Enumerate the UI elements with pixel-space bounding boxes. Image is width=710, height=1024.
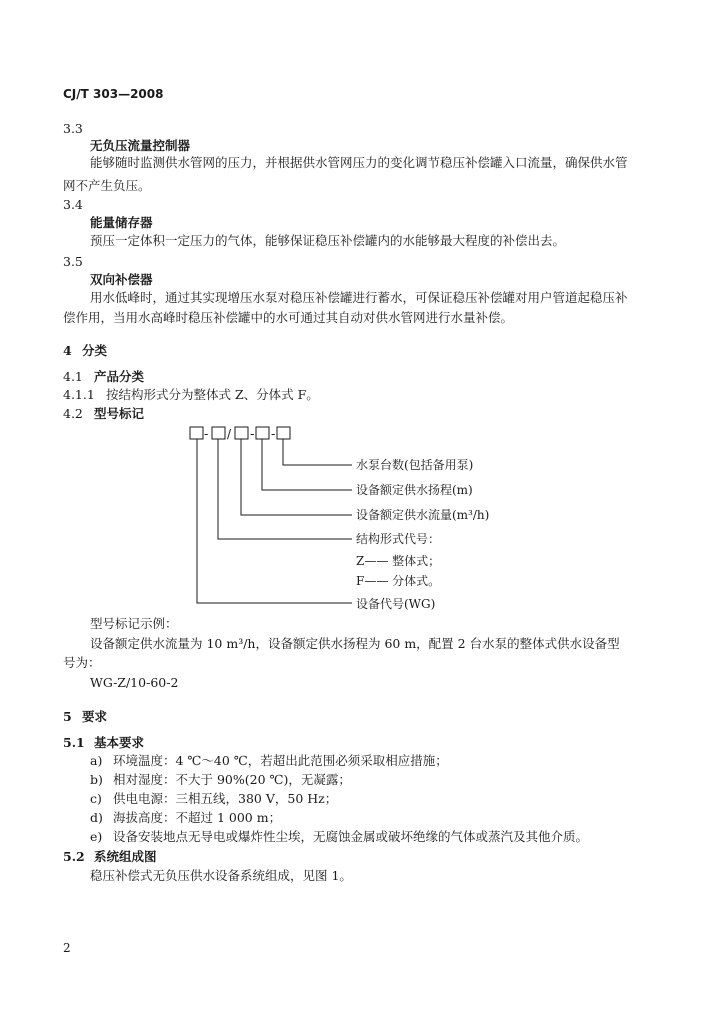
- example-heading: 型号标记示例：: [90, 616, 178, 631]
- example-code: WG-Z/10-60-2: [90, 675, 179, 690]
- label-pump-count: 水泵台数(包括备用泵): [356, 458, 474, 472]
- term-title: 无负压流量控制器: [90, 138, 191, 153]
- section-number: 4: [63, 343, 72, 358]
- list-item: 海拔高度：不超过 1 000 m；: [113, 810, 282, 825]
- term-body: 偿作用，当用水高峰时稳压补偿罐中的水可通过其自动对供水管网进行水量补偿。: [63, 310, 514, 325]
- term-title: 能量储存器: [90, 215, 153, 230]
- label-struct-f: F—— 分体式。: [356, 574, 441, 588]
- section-number: 3.4: [63, 197, 83, 212]
- list-marker: b): [90, 772, 103, 787]
- section-title: 基本要求: [94, 735, 145, 750]
- section-number: 5.2: [63, 849, 85, 864]
- leader-pump-count: [283, 439, 352, 465]
- section-number: 4.1: [63, 369, 83, 384]
- clause-text: 稳压补偿式无负压供水设备系统组成，见图 1。: [90, 868, 352, 883]
- term-title: 双向补偿器: [90, 272, 153, 287]
- section-title: 要求: [82, 709, 108, 724]
- separator: -: [250, 427, 255, 441]
- page-number: 2: [63, 941, 71, 955]
- head-box: [256, 427, 269, 439]
- label-rated-head: 设备额定供水扬程(m): [356, 483, 473, 497]
- list-item: 环境温度：4 ℃～40 ℃，若超出此范围必须采取相应措施；: [113, 753, 448, 768]
- section-title: 型号标记: [94, 406, 145, 421]
- leader-struct-code: [218, 439, 352, 539]
- struct-code-box: [212, 427, 225, 439]
- pump-count-box: [277, 427, 290, 439]
- clause-text: 按结构形式分为整体式 Z、分体式 F。: [106, 387, 319, 402]
- list-marker: e): [90, 829, 103, 844]
- section-number: 5: [63, 709, 72, 724]
- label-device-code: 设备代号(WG): [356, 597, 436, 611]
- flow-box: [235, 427, 248, 439]
- list-item: 供电电源：三相五线，380 V，50 Hz；: [113, 791, 338, 806]
- leader-device-code: [197, 439, 352, 603]
- leader-rated-flow: [241, 439, 352, 515]
- device-code-box: [190, 427, 203, 439]
- section-number: 5.1: [63, 735, 85, 750]
- section-number: 4.1.1: [63, 387, 95, 402]
- list-marker: d): [90, 810, 103, 825]
- separator: -: [271, 427, 276, 441]
- example-body: 设备额定供水流量为 10 m³/h，设备额定供水扬程为 60 m，配置 2 台水泵的整体式供水设备型: [90, 636, 620, 651]
- section-title: 系统组成图: [94, 849, 157, 864]
- label-struct-z: Z—— 整体式；: [356, 554, 441, 568]
- section-number: 4.2: [63, 406, 83, 421]
- list-marker: a): [90, 753, 103, 768]
- example-body: 号为：: [63, 655, 101, 670]
- separator: -: [204, 427, 209, 441]
- section-title: 分类: [82, 343, 108, 358]
- term-body: 网不产生负压。: [63, 178, 151, 193]
- section-number: 3.3: [63, 121, 83, 136]
- list-marker: c): [90, 791, 102, 806]
- label-struct-code: 结构形式代号：: [356, 532, 441, 546]
- section-title: 产品分类: [94, 369, 145, 384]
- section-number: 3.5: [63, 254, 83, 269]
- list-item: 相对湿度：不大于 90%(20 ℃)，无凝露；: [113, 772, 351, 787]
- label-rated-flow: 设备额定供水流量(m³/h): [356, 508, 490, 522]
- list-item: 设备安装地点无导电或爆炸性尘埃，无腐蚀金属或破坏绝缘的气体或蒸汽及其他介质。: [113, 829, 589, 844]
- separator: /: [227, 427, 232, 441]
- term-body: 用水低峰时，通过其实现增压水泵对稳压补偿罐进行蓄水，可保证稳压补偿罐对用户管道起稳压补: [90, 290, 628, 305]
- term-body: 预压一定体积一定压力的气体，能够保证稳压补偿罐内的水能够最大程度的补偿出去。: [90, 233, 566, 248]
- term-body: 能够随时监测供水管网的压力，并根据供水管网压力的变化调节稳压补偿罐入口流量，确保供水管: [90, 155, 628, 170]
- standard-code: CJ/T 303—2008: [63, 87, 164, 101]
